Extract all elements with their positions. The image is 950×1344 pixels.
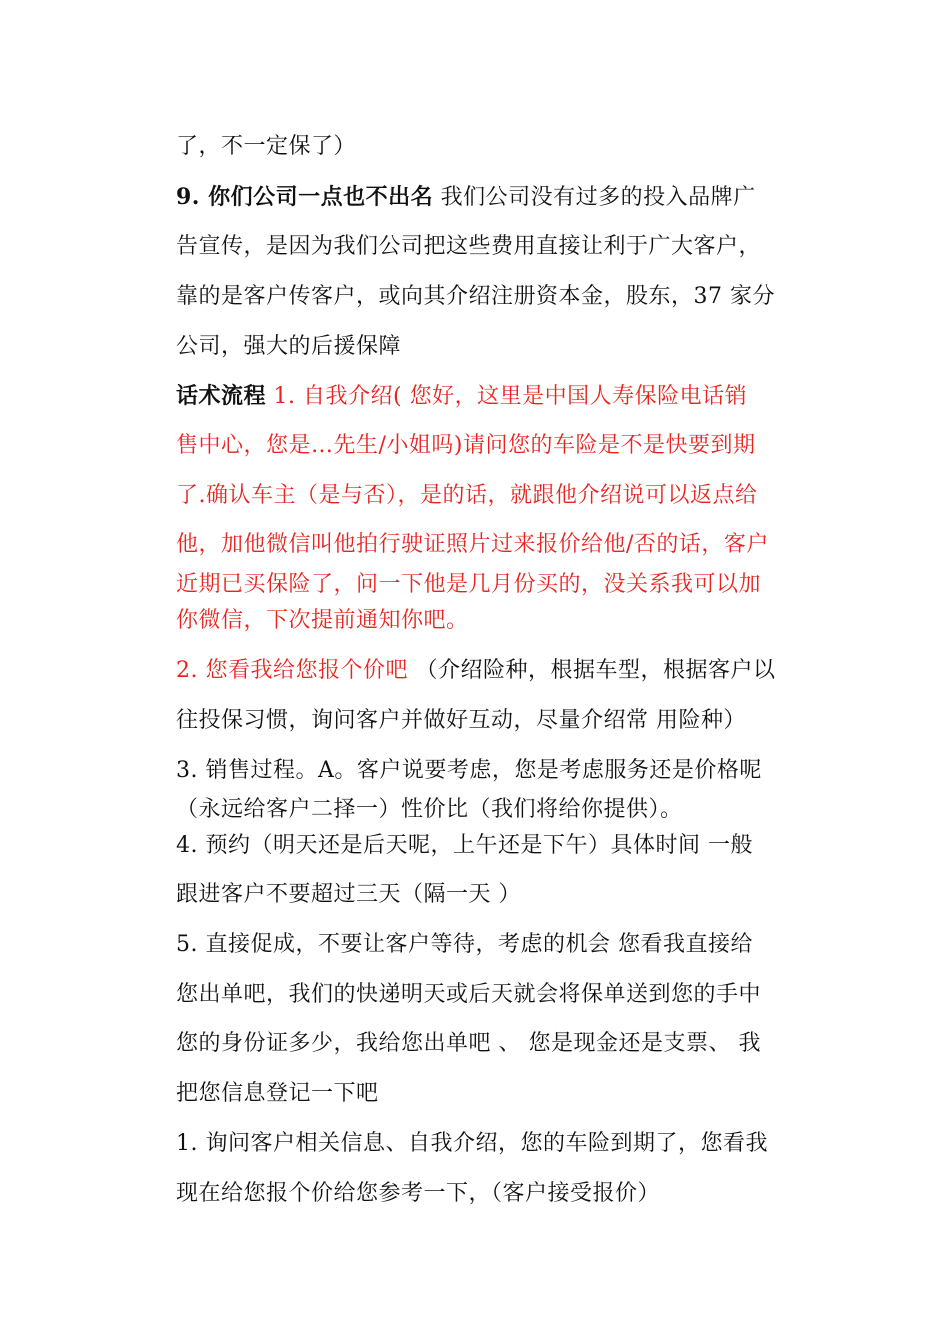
line-text: 1. 询问客户相关信息、自我介绍，您的车险到期了，您看我 [176, 1131, 768, 1156]
red-text-line [176, 570, 816, 600]
red-text-line [176, 530, 816, 560]
line-text: （介绍险种，根据车型，根据客户以 [407, 658, 776, 683]
text-line [176, 1179, 816, 1209]
text-line [176, 332, 816, 362]
line-text: 把您信息登记一下吧 [176, 1081, 379, 1106]
red-text-line [176, 481, 816, 511]
text-line [176, 706, 816, 736]
line-text: 4. 预约（明天还是后天呢，上午还是下午）具体时间 一般 [176, 833, 753, 858]
red-text-line [176, 431, 816, 461]
text-line [176, 1129, 816, 1159]
text-line [176, 232, 816, 262]
text-line [176, 980, 816, 1010]
text-line [176, 880, 816, 910]
text-line [176, 831, 816, 861]
red-line-text: 1. 自我介绍( 您好，这里是中国人寿保险电话销 [266, 384, 748, 409]
line-text: 靠的是客户传客户，或向其介绍注册资本金，股东，37 家分 [176, 284, 775, 309]
line-text: 您出单吧，我们的快递明天或后天就会将保单送到您的手中 [176, 982, 762, 1007]
section-heading: 话术流程 [176, 383, 267, 409]
text-line [176, 756, 816, 786]
line-text: 3. 销售过程。A。客户说要考虑，您是考虑服务还是价格呢 [176, 758, 762, 783]
line-text: 我们公司没有过多的投入品牌广 [433, 185, 756, 210]
line-text: 公司，强大的后援保障 [176, 334, 402, 359]
line-text: 近期已买保险了，问一下他是几月份买的，没关系我可以加 [176, 572, 762, 597]
line-text: 跟进客户不要超过三天（隔一天 ） [176, 882, 521, 907]
line-text: 了，不一定保了） [176, 134, 357, 159]
text-line [176, 282, 816, 312]
line-text: 5. 直接促成，不要让客户等待，考虑的机会 您看我直接给 [176, 932, 753, 957]
heading-line-company-not-famous [176, 182, 816, 213]
red-line-text: 2. 您看我给您报个价吧 [176, 658, 408, 683]
text-line [176, 1029, 816, 1059]
text-line [176, 795, 816, 825]
line-text: （永远给客户二择一）性价比（我们将给你提供）。 [176, 797, 683, 822]
text-line [176, 132, 816, 162]
line-text: 你微信，下次提前通知你吧。 [176, 608, 469, 633]
question-heading: 9. 你们公司一点也不出名 [176, 184, 434, 210]
red-text-line [176, 606, 816, 636]
line-text: 现在给您报个价给您参考一下，（客户接受报价） [176, 1181, 661, 1206]
text-line-quote [176, 656, 816, 686]
line-text: 往投保习惯，询问客户并做好互动，尽量介绍常 用险种） [176, 708, 746, 733]
line-text: 他，加他微信叫他拍行驶证照片过来报价给他/否的话，客户 [176, 532, 769, 557]
line-text: 售中心，您是…先生/小姐吗)请问您的车险是不是快要到期 [176, 433, 756, 458]
line-text: 了.确认车主（是与否），是的话，就跟他介绍说可以返点给 [176, 483, 758, 508]
line-text: 您的身份证多少，我给您出单吧 、 您是现金还是支票、 我 [176, 1031, 761, 1056]
line-text: 告宣传，是因为我们公司把这些费用直接让利于广大客户， [176, 234, 762, 259]
text-line [176, 1079, 816, 1109]
heading-line-script-flow [176, 381, 816, 412]
text-line [176, 930, 816, 960]
